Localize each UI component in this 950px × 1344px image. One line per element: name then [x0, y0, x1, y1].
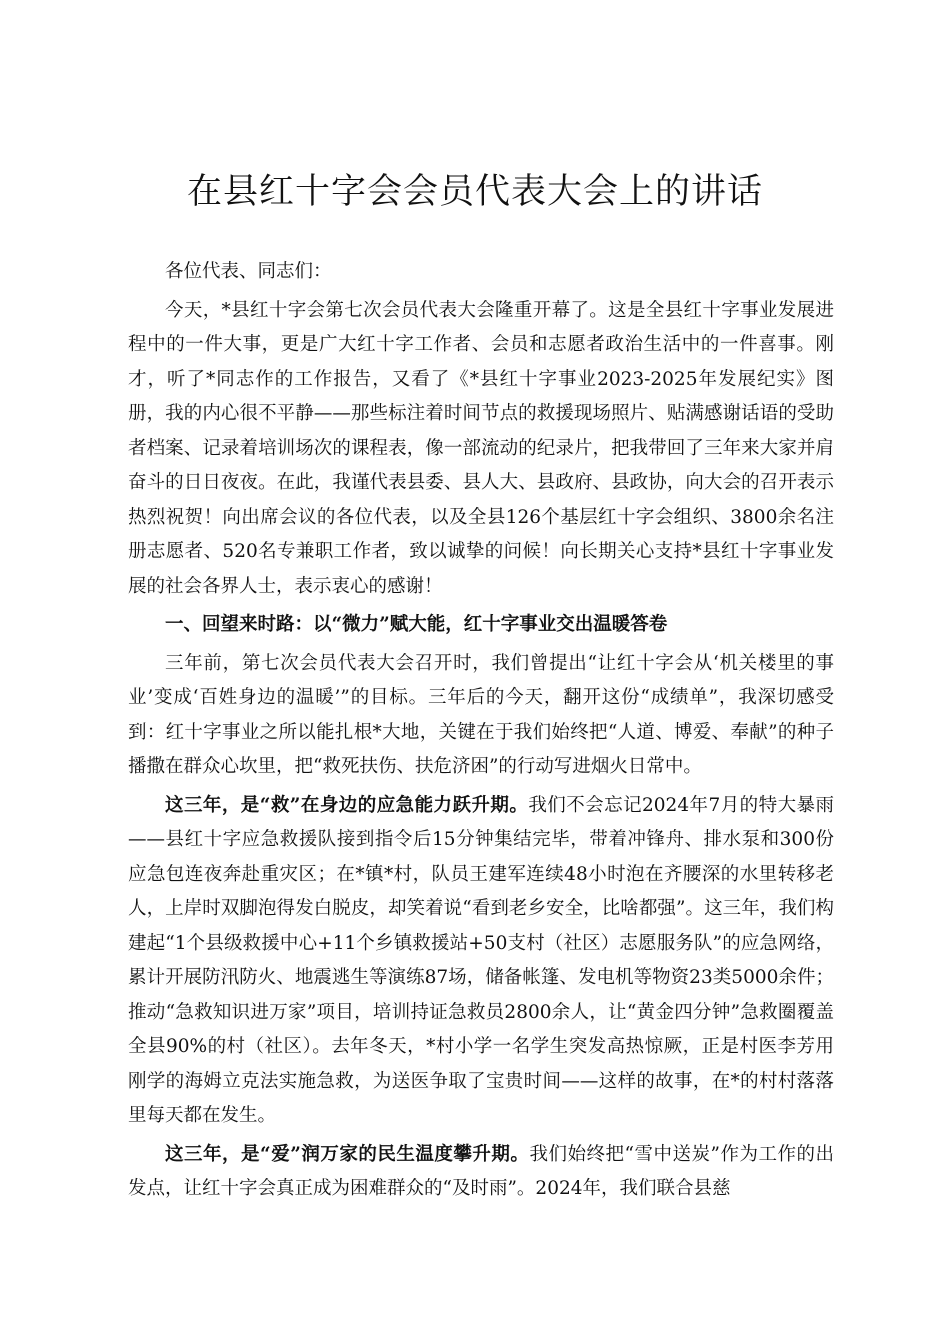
paragraph-text: 我们不会忘记2024年7月的特大暴雨——县红十字应急救援队接到指令后15分钟集结完毕，带着冲锋舟、排水泵和300份应急包连夜奔赴重灾区；在*镇*村，队员王建军连续48小时泡在齐腰深的水里转移老人，上岸时双脚泡得发白脱皮，却笑着说“看到老乡安全，比啥都强”。这三年，我们构建起“1个县级救援中心+11个乡镇救援站+50支村（社区）志愿服务队”的应急网络，累计开展防汛防火、地震逃生等演练87场，储备帐篷、发电机等物资23类5000余件；推动“急救知识进万家”项目，培训持证急救员2800余人，让“黄金四分钟”急救圈覆盖全县90%的村（社区）。去年冬天，*村小学一名学生突发高热惊厥，正是村医李芳用刚学的海姆立克法实施急救，为送医争取了宝贵时间——这样的故事，在*的村村落落里每天都在发生。: [128, 794, 834, 1126]
salutation: 各位代表、同志们：: [165, 261, 332, 282]
paragraph-lead: 这三年，是“爱”润万家的民生温度攀升期。: [165, 1143, 530, 1165]
paragraph-review: 三年前，第七次会员代表大会召开时，我们曾提出“让红十字会从‘机关楼里的事业’变成‘百姓身边的温暖’”的目标。三年后的今天，翻开这份“成绩单”，我深切感受到：红十字事业之所以能扎根*大地，关键在于我们始终把“人道、博爱、奉献”的种子播撒在群众心坎里，把“救死扶伤、扶危济困”的行动写进烟火日常中。: [128, 652, 834, 777]
paragraph-text: 我们始终把“雪中送炭”作为工作的出发点，让红十字会真正成为困难群众的“及时雨”。2024年，我们联合县慈: [128, 1143, 834, 1199]
paragraph-opening: 今天，*县红十字会第七次会员代表大会隆重开幕了。这是全县红十字事业发展进程中的一件大事，更是广大红十字工作者、会员和志愿者政治生活中的一件喜事。刚才，听了*同志作的工作报告，又看了《*县红十字事业2023-2025年发展纪实》图册，我的内心很不平静——那些标注着时间节点的救援现场照片、贴满感谢话语的受助者档案、记录着培训场次的课程表，像一部流动的纪录片，把我带回了三年来大家并肩奋斗的日日夜夜。在此，我谨代表县委、县人大、县政府、县政协，向大会的召开表示热烈祝贺！向出席会议的各位代表，以及全县126个基层红十字会组织、3800余名注册志愿者、520名专兼职工作者，致以诚挚的问候！向长期关心支持*县红十字事业发展的社会各界人士，表示衷心的感谢！: [128, 299, 834, 597]
paragraph-livelihood: [128, 1138, 834, 1207]
page-title: 在县红十字会会员代表大会上的讲话: [186, 172, 763, 212]
paragraph-lead: 这三年，是“救”在身边的应急能力跃升期。: [165, 794, 529, 816]
document-body: [128, 255, 834, 1211]
section-heading: 一、回望来时路：以“微力”赋大能，红十字事业交出温暖答卷: [165, 614, 668, 635]
paragraph-emergency: [128, 789, 834, 1134]
